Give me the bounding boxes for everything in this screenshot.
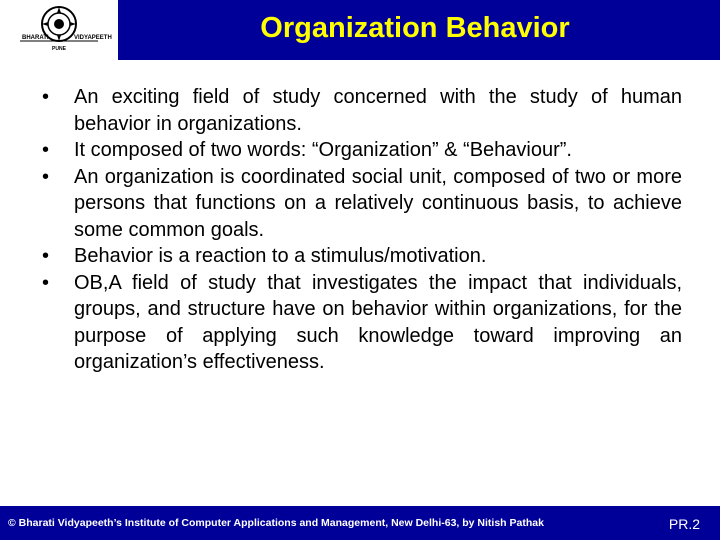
bullet-text: An organization is coordinated social unit, composed of two or more persons that functions on a relatively continuous basis, to achieve some common goals. bbox=[74, 165, 682, 241]
bullet-item bbox=[42, 84, 682, 137]
slide-title: Organization Behavior bbox=[260, 12, 570, 44]
bullet-item bbox=[42, 137, 682, 164]
footer-credit: © Bharati Vidyapeeth’s Institute of Computer Applications and Management, New Delhi-63, by Nitish Pathak bbox=[8, 517, 544, 529]
bullet-icon: • bbox=[42, 165, 50, 188]
bullet-icon: • bbox=[42, 245, 50, 267]
svg-text:BHARATI: BHARATI bbox=[22, 35, 49, 41]
header-bar bbox=[0, 0, 720, 60]
bullet-icon: • bbox=[42, 139, 50, 161]
bullet-icon: • bbox=[42, 86, 50, 108]
bullet-item bbox=[42, 243, 682, 270]
logo-emblem-icon bbox=[0, 0, 118, 60]
page-number: PR.2 bbox=[668, 516, 700, 532]
svg-text:PUNE: PUNE bbox=[52, 46, 66, 52]
footer-bar bbox=[0, 506, 720, 540]
bullet-text: Behavior is a reaction to a stimulus/motivation. bbox=[74, 245, 487, 267]
bullet-list bbox=[42, 84, 682, 376]
bullet-text: OB,A field of study that investigates the impact that individuals, groups, and structure have on behavior within organizations, for the purpose of applying such knowledge toward improving an organization’s effectiveness. bbox=[74, 271, 682, 373]
bullet-item bbox=[42, 164, 682, 244]
svg-text:VIDYAPEETH: VIDYAPEETH bbox=[74, 35, 112, 41]
bullet-item bbox=[42, 270, 682, 376]
bullet-text: An exciting field of study concerned with the study of human behavior in organizations. bbox=[74, 86, 682, 135]
institution-logo bbox=[0, 0, 118, 60]
bullet-text: It composed of two words: “Organization” & “Behaviour”. bbox=[74, 139, 572, 161]
bullet-icon: • bbox=[42, 271, 50, 294]
